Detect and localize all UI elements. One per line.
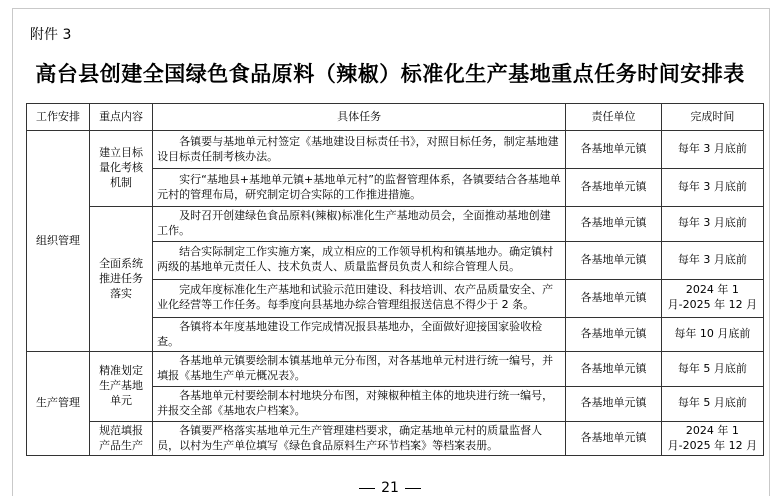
task-text: 各镇将本年度基地建设工作完成情况报县基地办，全面做好迎接国家验收检查。: [157, 319, 543, 348]
column-header: 工作安排: [27, 104, 90, 131]
group-cell: 建立目标量化考核机制: [90, 131, 153, 207]
unit-cell: 各基地单元镇: [566, 421, 662, 456]
unit-cell: 各基地单元镇: [566, 352, 662, 387]
unit-cell: 各基地单元镇: [566, 317, 662, 352]
column-header: 完成时间: [661, 104, 763, 131]
document-title: 高台县创建全国绿色食品原料（辣椒）标准化生产基地重点任务时间安排表: [35, 62, 745, 86]
task-text: 各镇要与基地单元村签定《基地建设目标责任书》，对照目标任务，制定基地建设目标责任制考核办法。: [157, 134, 559, 163]
unit-cell: 各基地单元镇: [566, 279, 662, 317]
page-number: 21: [381, 480, 399, 496]
column-header: 具体任务: [153, 104, 566, 131]
task-text: 实行“基地县+基地单元镇+基地单元村”的监督管理体系，各镇要结合各基地单元村的管理布局，研究制定切合实际的工作推进措施。: [157, 172, 561, 201]
task-text: 完成年度标准化生产基地和试验示范田建设、科技培训、农产品质量安全、产业化经营等工作任务。每季度向县基地办综合管理组报送信息不得少于 2 条。: [157, 283, 554, 312]
time-cell: 每年 5 月底前: [661, 387, 763, 422]
footer-dash: [405, 488, 421, 489]
task-text: 各镇要严格落实基地单元生产管理建档要求，确定基地单元村的质量监督人员，以村为生产单位填写《绿色食品原料生产环节档案》等档案表册。: [157, 423, 543, 452]
schedule-table: [26, 103, 764, 456]
time-cell: 每年 3 月底前: [661, 169, 763, 207]
footer-dash: [359, 488, 375, 489]
time-cell: 2024 年 1 月-2025 年 12 月: [661, 421, 763, 456]
task-text: 各基地单元镇要绘制本镇基地单元分布图，对各基地单元村进行统一编号，并填报《基地生产单元概况表》。: [157, 354, 554, 383]
column-header: 责任单位: [566, 104, 662, 131]
attachment-label: 附件 3: [30, 27, 72, 43]
time-cell: 每年 5 月底前: [661, 352, 763, 387]
table-header-row: [27, 104, 764, 131]
time-cell: 每年 10 月底前: [661, 317, 763, 352]
unit-cell: 各基地单元镇: [566, 387, 662, 422]
section-org: 组织管理: [27, 131, 90, 352]
task-text: 各基地单元村要绘制本村地块分布图，对辣椒种植主体的地块进行统一编号，并报交全部《基地农户档案》。: [157, 389, 554, 417]
table-row: [27, 421, 764, 456]
time-cell: 2024 年 1 月-2025 年 12 月: [661, 279, 763, 317]
group-cell: 规范填报产品生产: [90, 421, 153, 456]
time-cell: 每年 3 月底前: [661, 241, 763, 279]
page-footer: [0, 480, 780, 496]
time-cell: 每年 3 月底前: [661, 131, 763, 169]
group-cell: 精准划定生产基地单元: [90, 352, 153, 421]
unit-cell: 各基地单元镇: [566, 207, 662, 242]
table-row: [27, 352, 764, 387]
task-text: 及时召开创建绿色食品原料(辣椒)标准化生产基地动员会，全面推动基地创建工作。: [157, 209, 551, 237]
table-row: [27, 207, 764, 242]
time-cell: 每年 3 月底前: [661, 207, 763, 242]
task-text: 结合实际制定工作实施方案，成立相应的工作领导机构和镇基地办。确定镇村两级的基地单元责任人、技术负责人、质量监督员负责人和综合管理人员。: [157, 245, 554, 274]
table-row: [27, 131, 764, 169]
unit-cell: 各基地单元镇: [566, 131, 662, 169]
section-prod: 生产管理: [27, 352, 90, 456]
unit-cell: 各基地单元镇: [566, 241, 662, 279]
column-header: 重点内容: [90, 104, 153, 131]
group-cell: 全面系统推进任务落实: [90, 207, 153, 352]
unit-cell: 各基地单元镇: [566, 169, 662, 207]
